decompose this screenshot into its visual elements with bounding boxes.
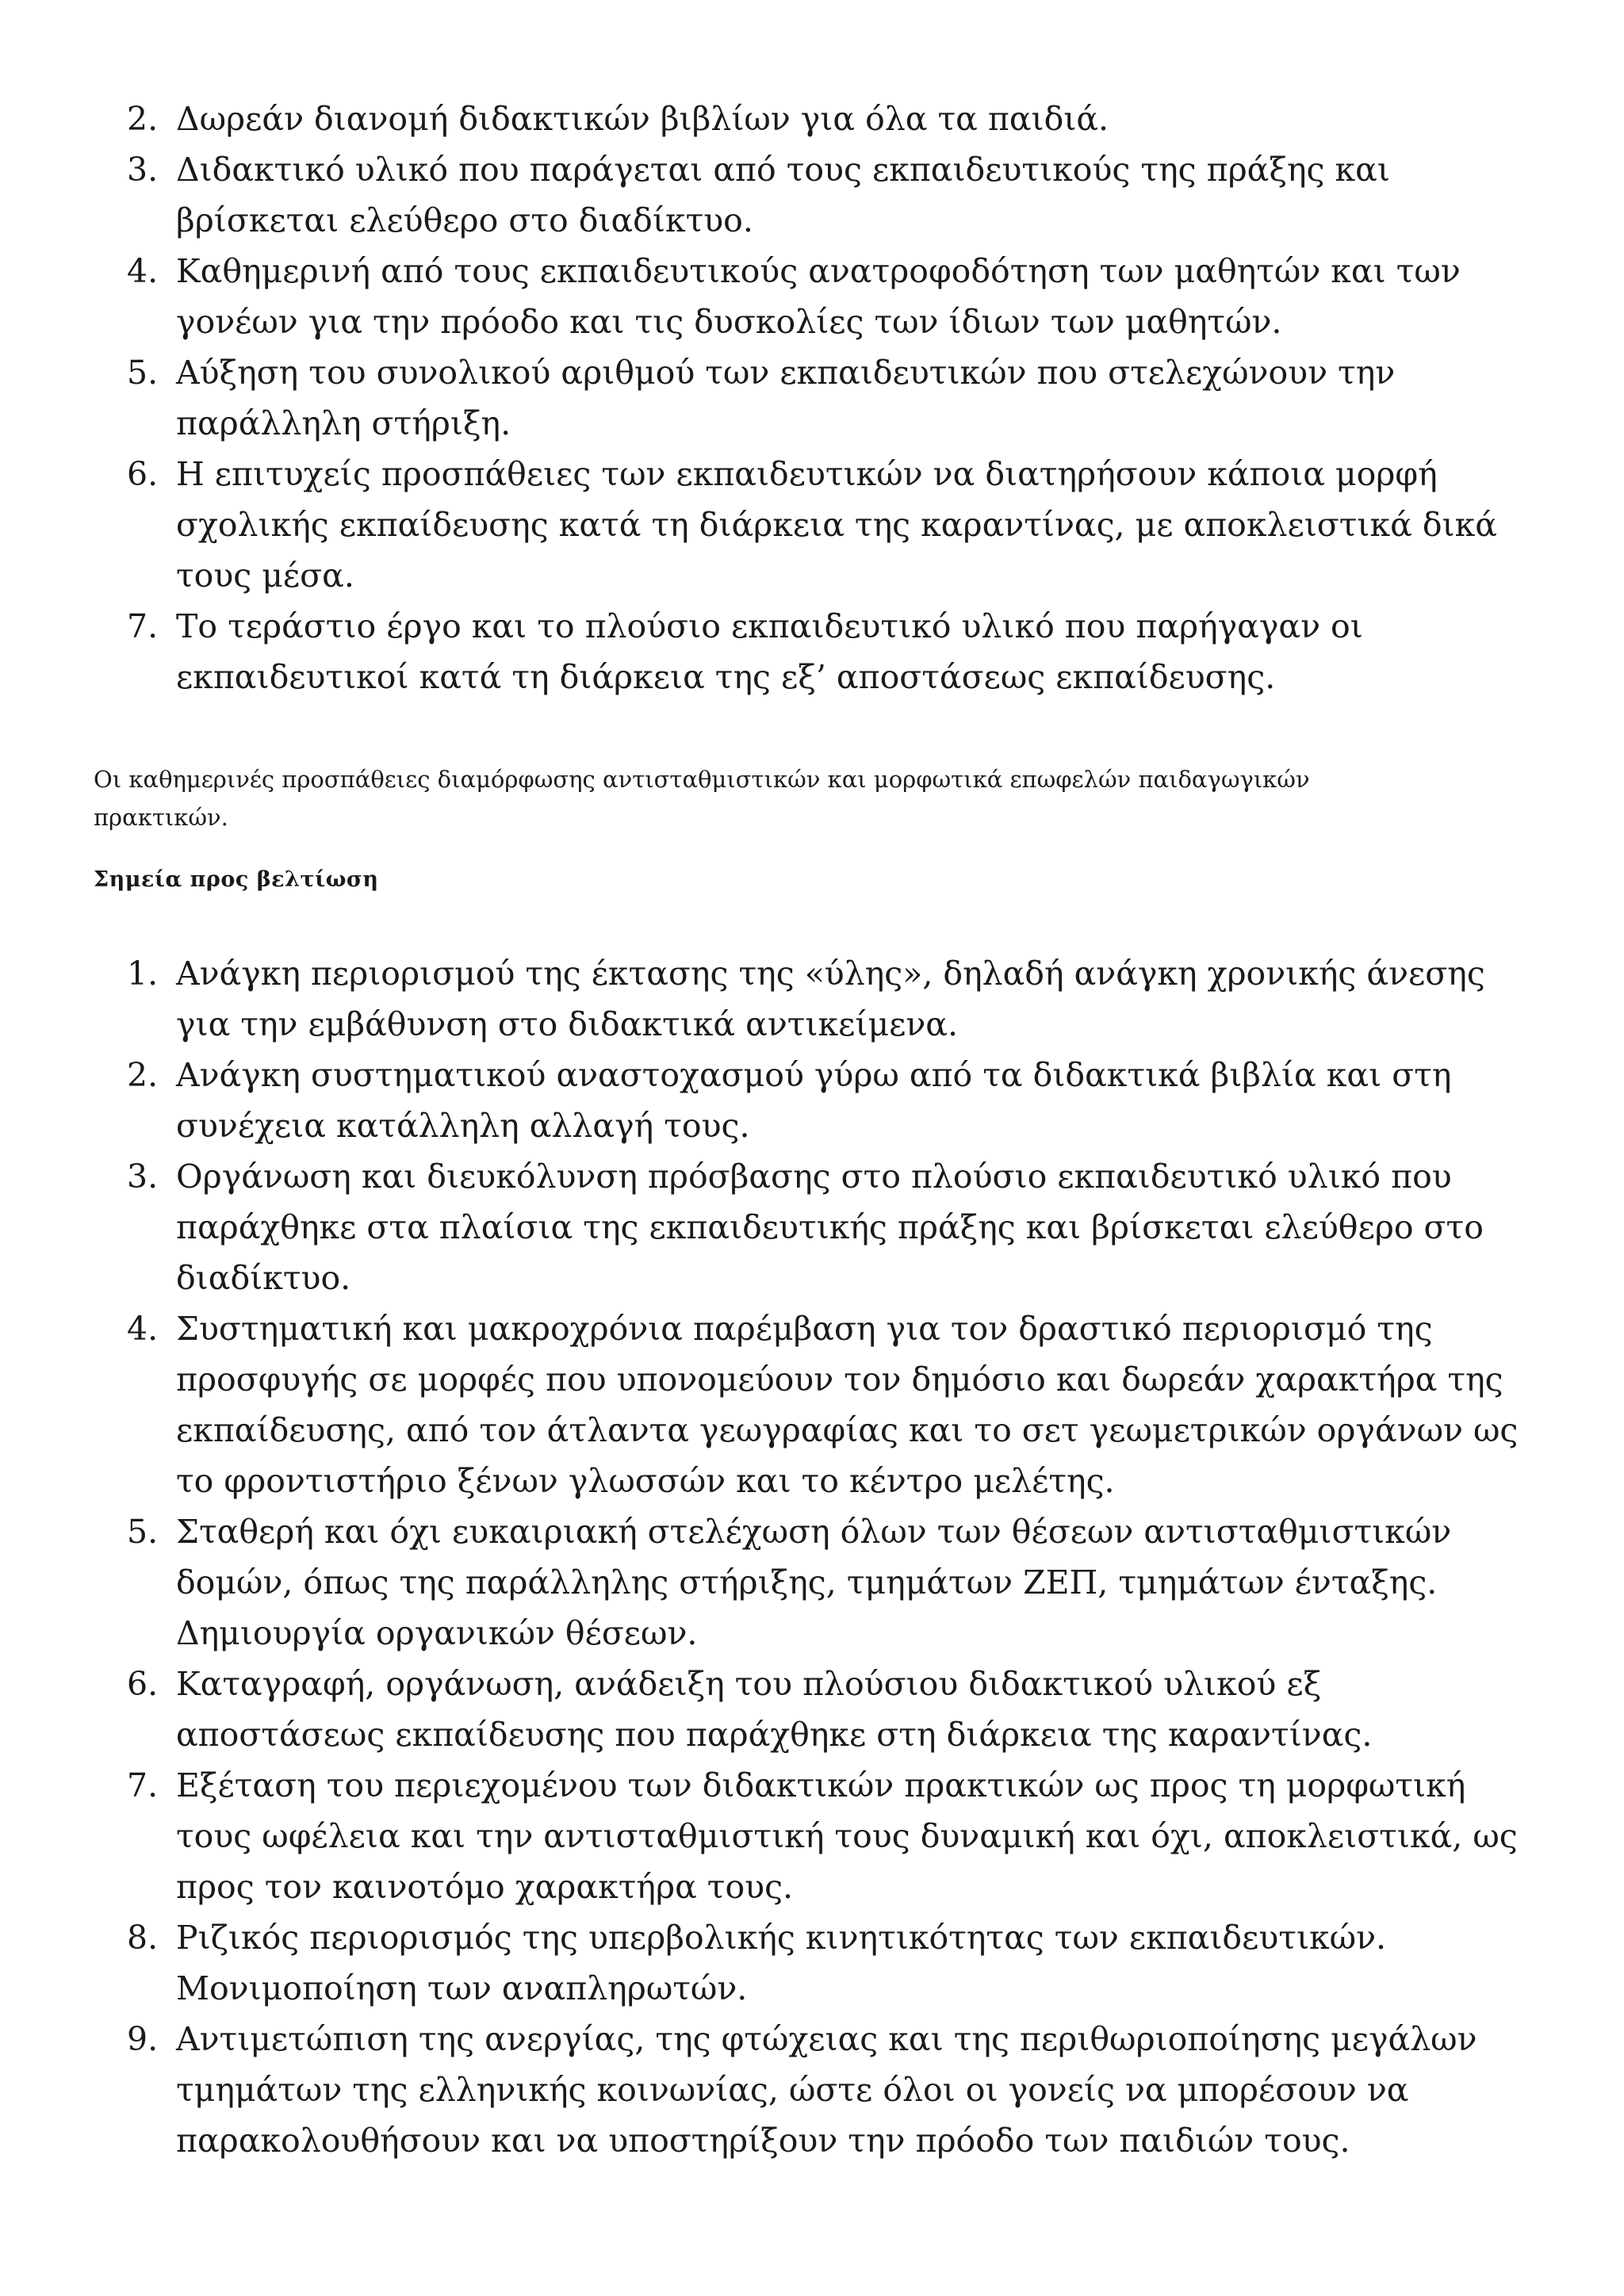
list-item-number: 7.	[127, 607, 159, 645]
list-item	[127, 449, 1538, 601]
list-item-number: 2.	[127, 100, 159, 138]
list-item-text: Σταθερή και όχι ευκαιριακή στελέχωση όλων των θέσεων αντισταθμιστικών δομών, όπως της παράλληλης στήριξης, τμημάτων ΖΕΠ, τμημάτων ένταξης. Δημιουργία οργανικών θέσεων.	[176, 1513, 1452, 1652]
list-item-number: 2.	[127, 1056, 159, 1094]
list-item-number: 5.	[127, 354, 159, 392]
list-item-text: Καθημερινή από τους εκπαιδευτικούς ανατροφοδότηση των μαθητών και των γονέων για την πρόοδο και τις δυσκολίες των ίδιων των μαθητών.	[176, 252, 1461, 341]
list-item	[127, 1659, 1538, 1760]
list-item	[127, 2014, 1538, 2166]
list-item-text: Διδακτικό υλικό που παράγεται από τους εκπαιδευτικούς της πράξης και βρίσκεται ελεύθερο στο διαδίκτυο.	[176, 151, 1390, 239]
list-item	[127, 1506, 1538, 1659]
strengths-list	[127, 94, 1538, 702]
list-item	[127, 1912, 1538, 2014]
list-item	[127, 144, 1538, 246]
list-item	[127, 1050, 1538, 1151]
list-item-text: Ανάγκη συστηματικού αναστοχασμού γύρω από τα διδακτικά βιβλία και στη συνέχεια κατάλληλη αλλαγή τους.	[176, 1056, 1452, 1145]
list-item	[127, 246, 1538, 347]
list-item-number: 9.	[127, 2020, 159, 2058]
list-item-number: 8.	[127, 1919, 159, 1957]
list-item-text: Ριζικός περιορισμός της υπερβολικής κινητικότητας των εκπαιδευτικών. Μονιμοποίηση των αναπληρωτών.	[176, 1919, 1387, 2007]
list-item-number: 4.	[127, 1310, 159, 1348]
list-item-text: Δωρεάν διανομή διδακτικών βιβλίων για όλα τα παιδιά.	[176, 100, 1109, 138]
list-item-number: 4.	[127, 252, 159, 290]
list-item-text: Αύξηση του συνολικού αριθμού των εκπαιδευτικών που στελεχώνουν την παράλληλη στήριξη.	[176, 354, 1396, 442]
list-item-text: Συστηματική και μακροχρόνια παρέμβαση για τον δραστικό περιορισμό της προσφυγής σε μορφές που υπονομεύουν τον δημόσιο και δωρεάν χαρακτήρα της εκπαίδευσης, από τον άτλαντα γεωγραφίας και το σετ γεωμετρικών οργάνων ως το φροντιστήριο ξένων γλωσσών και το κέντρο μελέτης.	[176, 1310, 1519, 1500]
list-item-number: 1.	[127, 955, 159, 993]
list-item-text: Εξέταση του περιεχομένου των διδακτικών πρακτικών ως προς τη μορφωτική τους ωφέλεια και την αντισταθμιστική τους δυναμική και όχι, αποκλειστικά, ως προς τον καινοτόμο χαρακτήρα τους.	[176, 1766, 1518, 1906]
list-item	[127, 1760, 1538, 1912]
list-item-number: 6.	[127, 455, 159, 493]
list-item-text: Αντιμετώπιση της ανεργίας, της φτώχειας και της περιθωριοποίησης μεγάλων τμημάτων της ελληνικής κοινωνίας, ώστε όλοι οι γονείς να μπορέσουν να παρακολουθήσουν και να υποστηρίξουν την πρόοδο των παιδιών τους.	[176, 2020, 1477, 2160]
list-item-number: 5.	[127, 1513, 159, 1551]
improvements-list	[127, 948, 1538, 2166]
list-item	[127, 347, 1538, 449]
list-item-text: Οργάνωση και διευκόλυνση πρόσβασης στο πλούσιο εκπαιδευτικό υλικό που παράχθηκε στα πλαίσια της εκπαιδευτικής πράξης και βρίσκεται ελεύθερο στο διαδίκτυο.	[176, 1158, 1484, 1297]
summary-paragraph: Οι καθημερινές προσπάθειες διαμόρφωσης αντισταθμιστικών και μορφωτικά επωφελών παιδαγωγικών πρακτικών.	[94, 766, 1310, 831]
list-item	[127, 1303, 1538, 1506]
list-item	[127, 601, 1538, 702]
list-item-number: 6.	[127, 1665, 159, 1703]
list-item	[127, 94, 1538, 144]
list-item-text: Το τεράστιο έργο και το πλούσιο εκπαιδευτικό υλικό που παρήγαγαν οι εκπαιδευτικοί κατά τη διάρκεια της εξ’ αποστάσεως εκπαίδευσης.	[176, 607, 1363, 696]
list-item	[127, 1151, 1538, 1303]
list-item-text: Ανάγκη περιορισμού της έκτασης της «ύλης», δηλαδή ανάγκη χρονικής άνεσης για την εμβάθυνση στο διδακτικά αντικείμενα.	[176, 955, 1485, 1043]
list-item-number: 7.	[127, 1766, 159, 1804]
list-item-number: 3.	[127, 1158, 159, 1196]
list-item	[127, 948, 1538, 1050]
list-item-text: Η επιτυχείς προσπάθειες των εκπαιδευτικών να διατηρήσουν κάποια μορφή σχολικής εκπαίδευσης κατά τη διάρκεια της καραντίνας, με αποκλειστικά δικά τους μέσα.	[176, 455, 1497, 595]
list-item-number: 3.	[127, 151, 159, 189]
list-item-text: Καταγραφή, οργάνωση, ανάδειξη του πλούσιου διδακτικού υλικού εξ αποστάσεως εκπαίδευσης που παράχθηκε στη διάρκεια της καραντίνας.	[176, 1665, 1373, 1754]
section-heading: Σημεία προς βελτίωση	[94, 867, 379, 892]
